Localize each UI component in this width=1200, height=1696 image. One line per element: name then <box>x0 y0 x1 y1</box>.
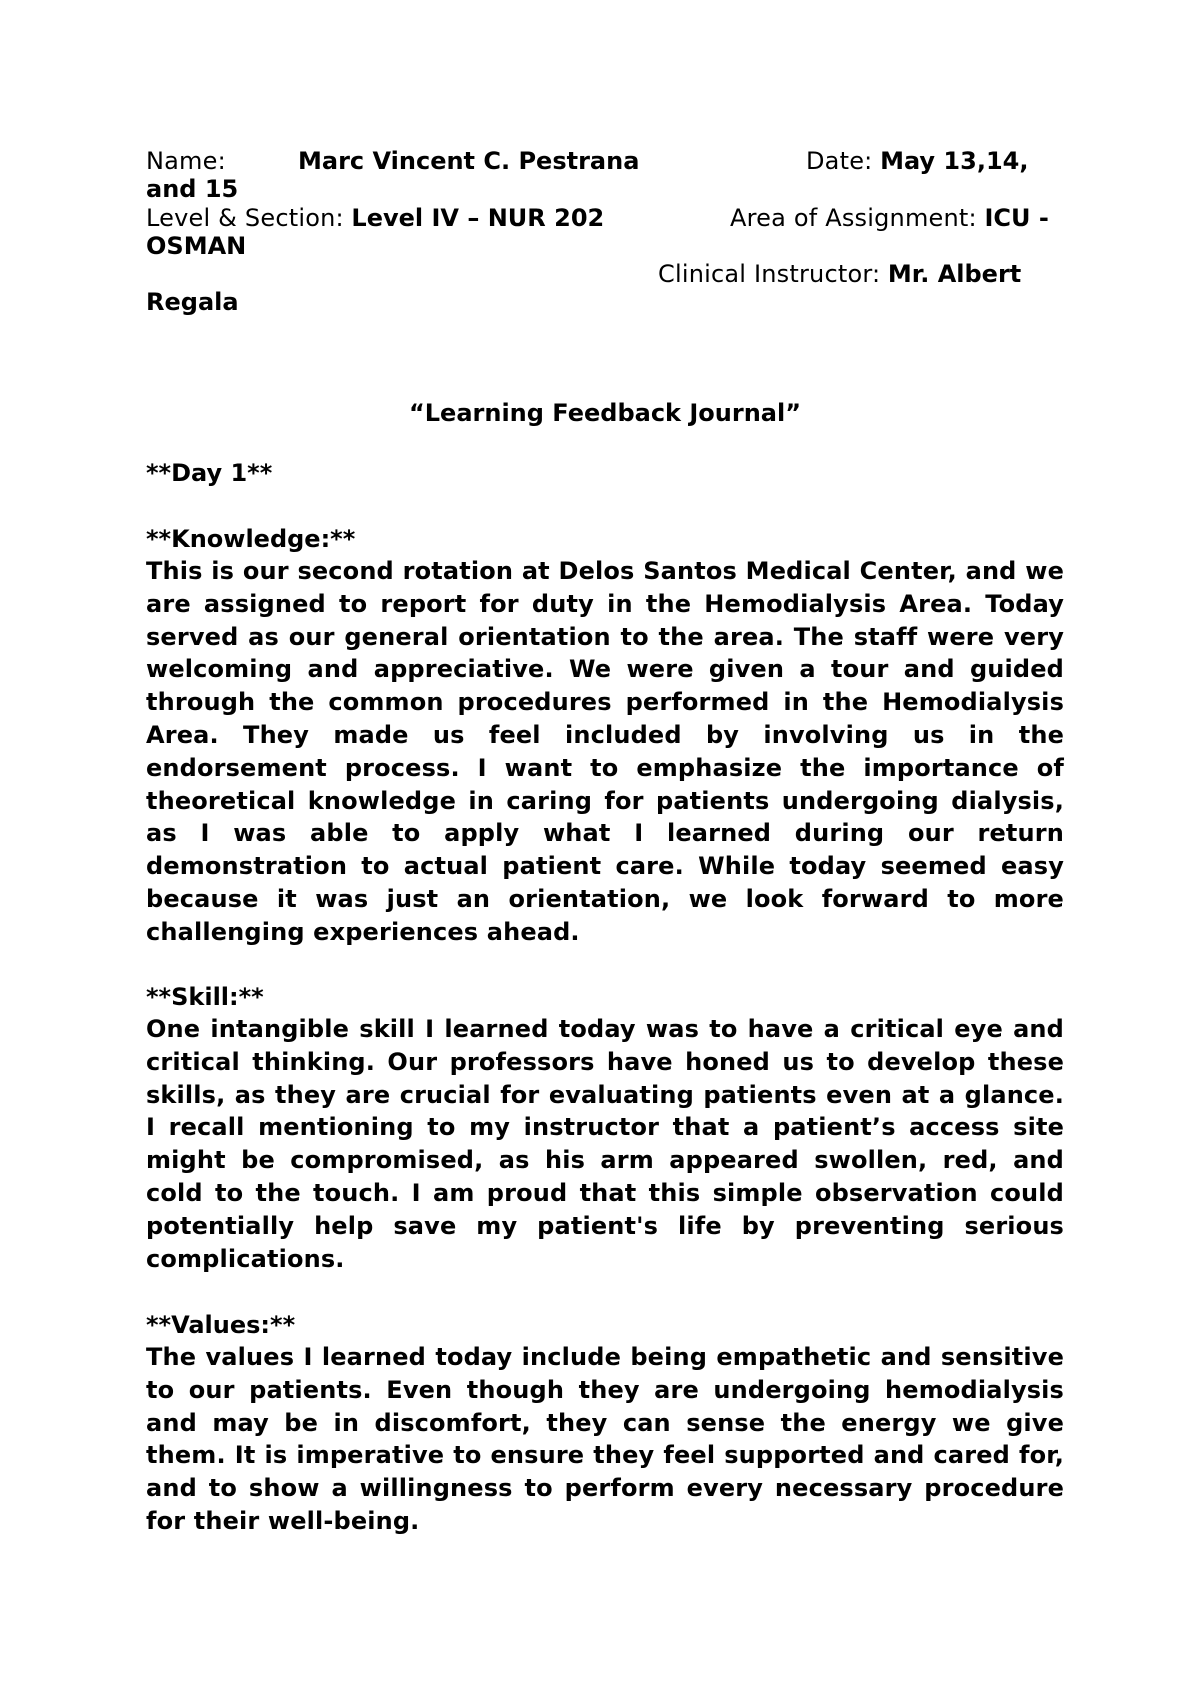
document-title: “Learning Feedback Journal” <box>408 399 801 427</box>
day-heading: **Day 1** <box>146 459 273 487</box>
date-value-continued: and 15 <box>146 175 239 203</box>
area-label: Area of Assignment: <box>730 204 977 232</box>
skill-paragraph: One intangible skill I learned today was to have a critical eye and critical thinking. Our professors have honed us to develop these skills, as they are crucial for evaluating patients even at a glance. I recall mentioning to my instructor that a patient’s access site might be compromised, as his arm appeared swollen, red, and cold to the touch. I am proud that this simple observation could potentially help save my patient's life by preventing serious complications. <box>146 1015 1064 1273</box>
instructor-value: Mr. Albert <box>887 260 1022 288</box>
header-line-level-area <box>146 203 1064 233</box>
instructor-value-continued: Regala <box>146 288 239 316</box>
area-value-continued: OSMAN <box>146 232 247 260</box>
date-label: Date: <box>806 147 873 175</box>
name-value: Marc Vincent C. Pestrana <box>298 147 640 175</box>
instructor-label: Clinical Instructor: <box>658 260 881 288</box>
name-label: Name: <box>146 147 226 175</box>
values-heading: **Values:** <box>146 1311 296 1339</box>
header-line-name-date <box>146 146 1064 176</box>
level-label: Level & Section: <box>146 204 344 232</box>
area-value: ICU - <box>984 204 1049 232</box>
date-value: May 13,14, <box>880 147 1029 175</box>
level-value: Level IV – NUR 202 <box>351 204 605 232</box>
header-line-instructor <box>658 259 1021 289</box>
skill-heading: **Skill:** <box>146 983 264 1011</box>
knowledge-heading: **Knowledge:** <box>146 525 356 553</box>
knowledge-paragraph: This is our second rotation at Delos Santos Medical Center, and we are assigned to report for duty in the Hemodialysis Area. Today served as our general orientation to the area. The staff were very welcoming and appreciative. We were given a tour and guided through the common procedures performed in the Hemodialysis Area. They made us feel included by involving us in the endorsement process. I want to emphasize the importance of theoretical knowledge in caring for patients undergoing dialysis, as I was able to apply what I learned during our return demonstration to actual patient care. While today seemed easy because it was just an orientation, we look forward to more challenging experiences ahead. <box>146 557 1064 946</box>
values-paragraph: The values I learned today include being empathetic and sensitive to our patients. Even though they are undergoing hemodialysis and may be in discomfort, they can sense the energy we give them. It is imperative to ensure they feel supported and cared for, and to show a willingness to perform every necessary procedure for their well-being. <box>146 1343 1064 1535</box>
